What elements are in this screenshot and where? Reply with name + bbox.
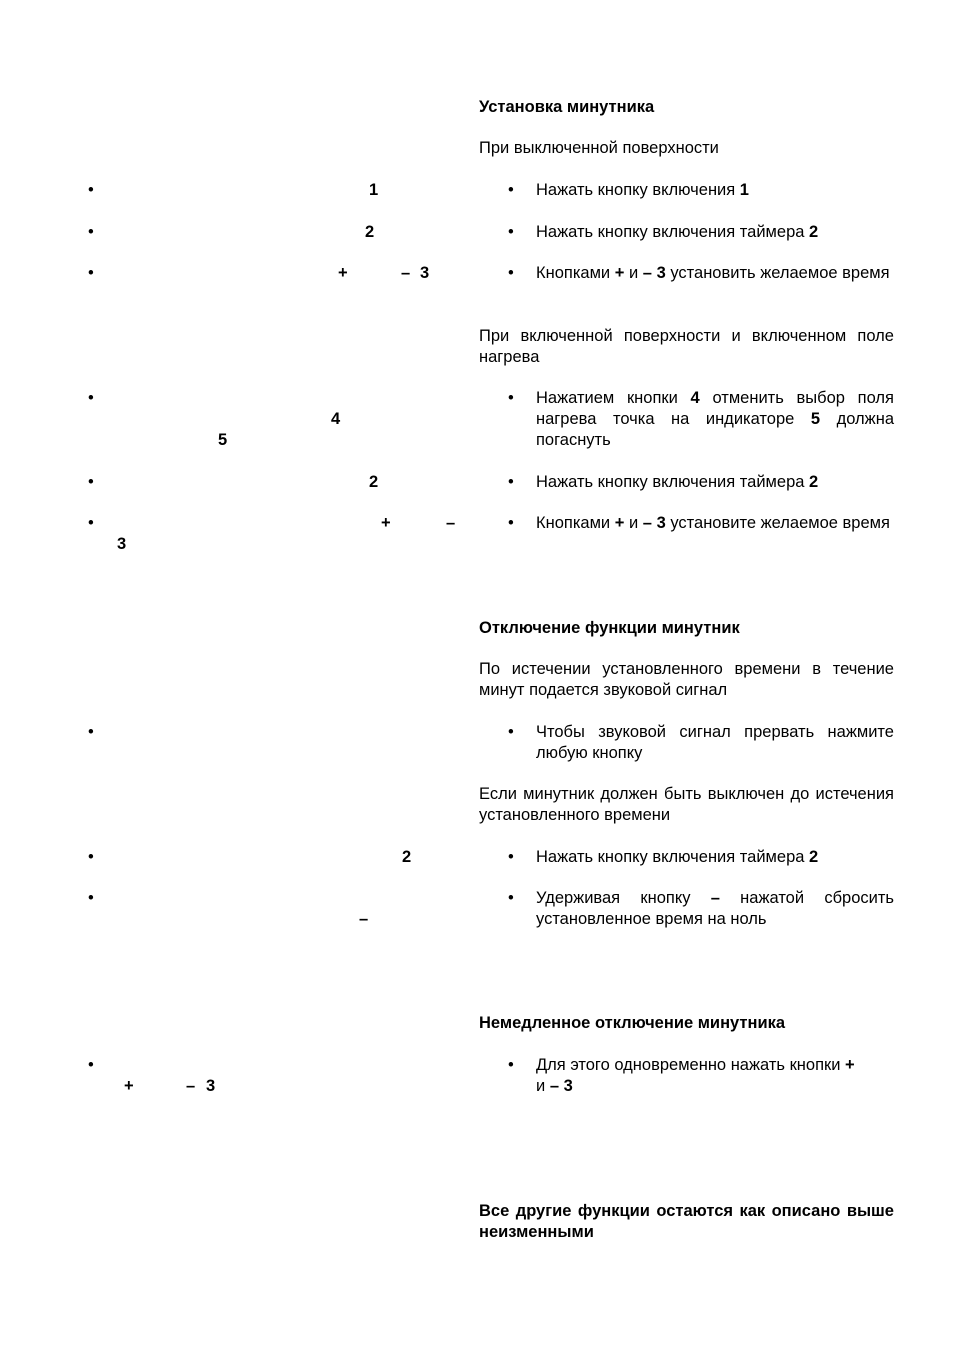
section-title-disable: Отключение функции минутник bbox=[479, 619, 740, 637]
bullet: • bbox=[508, 223, 514, 241]
bullet: • bbox=[88, 223, 94, 241]
paragraph-disable-intro: По истечении установленного времени в течение минут подается звуковой сигнал bbox=[479, 660, 908, 699]
paragraph-early-intro: Если минутник должен быть выключен до истечения установленного времени bbox=[479, 785, 894, 824]
paragraph-off-intro: При выключенной поверхности bbox=[479, 139, 719, 157]
bullet: • bbox=[88, 473, 94, 491]
left-num-2: 2 bbox=[365, 223, 375, 241]
bullet: • bbox=[88, 723, 94, 741]
left-minus-d: – bbox=[186, 1077, 196, 1095]
bullet: • bbox=[88, 1056, 94, 1074]
bullet: • bbox=[88, 264, 94, 282]
bullet: • bbox=[508, 514, 514, 532]
left-minus-b: – bbox=[446, 514, 456, 532]
list-item: Нажать кнопку включения таймера 2 bbox=[536, 223, 819, 241]
bullet: • bbox=[88, 889, 94, 907]
left-num-2b: 2 bbox=[369, 473, 379, 491]
list-item: Нажать кнопку включения 1 bbox=[536, 181, 749, 199]
section-title-setup: Установка минутника bbox=[479, 98, 655, 116]
list-item: Нажатием кнопки 4 отменить выбор поля нагрева точка на индикаторе 5 должна погаснуть bbox=[536, 389, 894, 449]
left-plus-b: + bbox=[381, 514, 391, 532]
left-num-4: 4 bbox=[331, 410, 341, 428]
left-plus-c: + bbox=[124, 1077, 134, 1095]
list-item: Чтобы звуковой сигнал прервать нажмите любую кнопку bbox=[536, 723, 894, 762]
bullet: • bbox=[508, 848, 514, 866]
left-minus: – bbox=[401, 264, 411, 282]
list-item: Удерживая кнопку – нажатой сбросить установленное время на ноль bbox=[536, 889, 895, 928]
left-plus: + bbox=[338, 264, 348, 282]
bullet: • bbox=[88, 181, 94, 199]
left-num-3c: 3 bbox=[206, 1077, 216, 1095]
bullet: • bbox=[88, 389, 94, 407]
section-title-immediate: Немедленное отключение минутника bbox=[479, 1014, 786, 1032]
left-num-1: 1 bbox=[369, 181, 379, 199]
left-minus-c: – bbox=[359, 910, 369, 928]
list-item: Кнопками + и – 3 установите желаемое время bbox=[536, 514, 890, 532]
bullet: • bbox=[508, 1056, 514, 1074]
list-item: Кнопками + и – 3 установить желаемое время bbox=[536, 264, 890, 282]
left-num-5: 5 bbox=[218, 431, 228, 449]
bullet: • bbox=[508, 889, 514, 907]
list-item: Нажать кнопку включения таймера 2 bbox=[536, 473, 819, 491]
left-num-3b: 3 bbox=[117, 535, 127, 553]
left-num-3: 3 bbox=[420, 264, 430, 282]
list-item: Нажать кнопку включения таймера 2 bbox=[536, 848, 819, 866]
paragraph-on-intro: При включенной поверхности и включенном поле нагрева bbox=[479, 327, 894, 366]
bullet: • bbox=[508, 723, 514, 741]
bullet: • bbox=[508, 473, 514, 491]
bullet: • bbox=[508, 264, 514, 282]
bullet: • bbox=[88, 514, 94, 532]
bullet: • bbox=[88, 848, 94, 866]
list-item: Для этого одновременно нажать кнопки + и – 3 bbox=[536, 1056, 855, 1095]
footer-note: Все другие функции остаются как описано выше неизменными bbox=[479, 1202, 894, 1241]
bullet: • bbox=[508, 389, 514, 407]
left-num-2c: 2 bbox=[402, 848, 412, 866]
bullet: • bbox=[508, 181, 514, 199]
